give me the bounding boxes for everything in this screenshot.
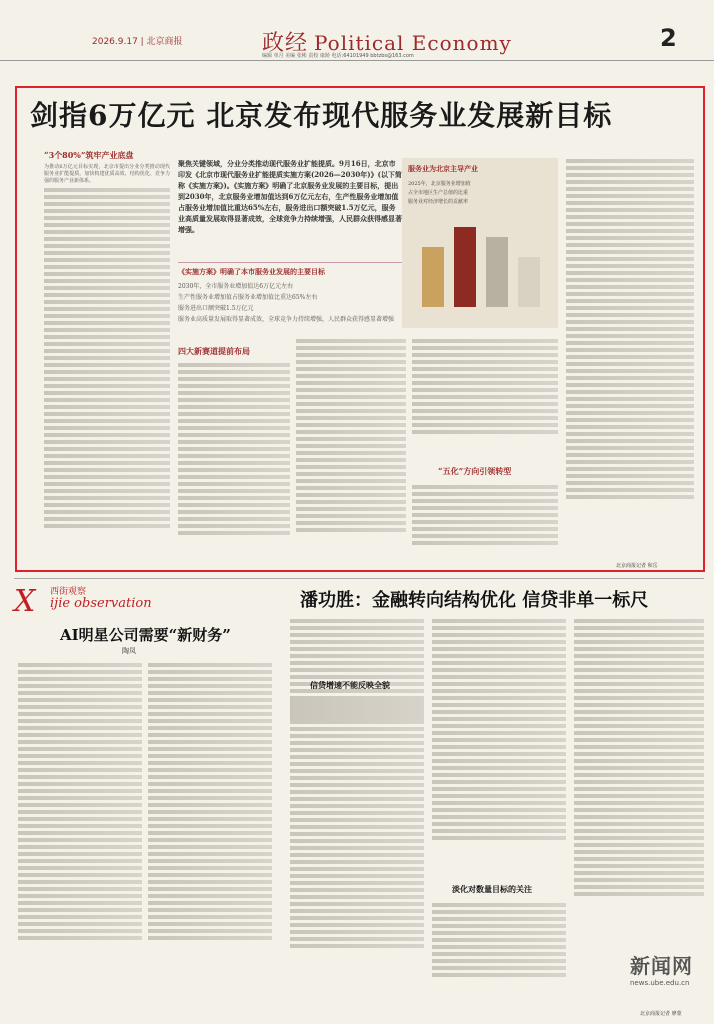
right-article-editor: 北京商报记者 廖蒙	[640, 1011, 682, 1017]
observation-x: X	[14, 584, 36, 619]
goals-infobox	[178, 262, 402, 337]
col1-heading: “3个80%”筑牢产业底盘	[44, 150, 134, 160]
observation-column-logo	[14, 584, 274, 624]
left-article-column-1	[18, 660, 142, 990]
feature-column-4b	[412, 482, 558, 562]
service-industry-chart	[402, 158, 558, 328]
feature-column-4	[412, 336, 558, 456]
right-article-column-2b	[432, 900, 566, 996]
feature-column-2	[178, 360, 290, 560]
masthead	[0, 0, 714, 61]
observation-en: ijie observation	[50, 596, 152, 611]
feature-column-3	[296, 336, 406, 560]
goals-infobox-title: 《实施方案》明确了本市服务业发展的主要目标	[178, 267, 325, 276]
right-article-column-1b	[290, 696, 424, 996]
goal-item: 服务业高质量发展取得显著成效，全球竞争力持续增强，人民群众获得感显著增强	[178, 316, 395, 323]
right-article-title: 潘功胜：金融转向结构优化 信贷非单一标尺	[300, 590, 649, 611]
divider	[14, 578, 704, 579]
site-watermark	[630, 950, 714, 1010]
chart-caption: 服务业对经济增长的贡献率	[408, 199, 469, 205]
watermark-brand: 新闻网	[630, 954, 693, 978]
left-article-column-2	[148, 660, 272, 990]
chart-title: 服务业为北京主导产业	[408, 164, 478, 173]
right-article-column-2	[432, 616, 566, 876]
chart-graphic	[402, 207, 558, 317]
feature-column-1-text: 为推动6万亿元目标实现，北京市提出分业分类推动现代服务业扩能提质，加快构建优质高效、结构优化、竞争力强的服务产业新体系。	[44, 164, 170, 184]
col2-heading: 四大新赛道提前布局	[178, 346, 250, 356]
issue-date: 2026.9.17 | 北京商报	[92, 37, 183, 47]
reporter-credit: 北京商报记者 和岳	[616, 563, 658, 569]
feature-column-1	[44, 164, 170, 564]
editor-credits: 编辑 单月 美编 张彬 责校 康龄 电话:64101949 bbtzbs@163.com	[262, 53, 414, 59]
right-article-column-3	[574, 616, 704, 946]
goal-item: 服务进出口额突破1.5万亿元	[178, 305, 254, 312]
goal-item: 2030年，全市服务业增加值达6万亿元左右	[178, 283, 294, 290]
section-title-en: Political Economy	[314, 31, 512, 55]
left-article-title: AI明星公司需要“新财务”	[60, 626, 231, 644]
feature-lede: 聚焦关键领域，分业分类推动现代服务业扩能提质。9月16日，北京市印发《北京市现代服务业扩能提质实施方案(2026—2030年)》(以下简称《实施方案》)。《实施方案》明确了北京服务业发展的主要目标，提出到2030年，北京服务业增加值达到6万亿元左右，生产性服务业增加值占服务业增加值比重达65%左右，服务进出口额突破1.5万亿元，服务业高质量发展取得显著成效，全球竞争力持续增强，人民群众获得感显著增强。	[178, 159, 402, 234]
col4-heading: “五化”方向引领转型	[438, 466, 512, 476]
chart-caption: 占全市地区生产总值的比重	[408, 190, 469, 196]
section-title-cn: 政经	[262, 31, 309, 56]
chart-caption: 2025年，北京服务业增加值	[408, 181, 471, 187]
page-number: 2	[660, 24, 677, 52]
right-article-sub-1: 信贷增速不能反映全貌	[310, 680, 390, 690]
left-article-author: 陶凤	[122, 647, 136, 655]
right-article-sub-2: 淡化对数量目标的关注	[452, 884, 532, 894]
goal-item: 生产性服务业增加值占服务业增加值比重达65%左右	[178, 294, 318, 301]
watermark-url: news.ube.edu.cn	[630, 979, 690, 987]
feature-column-5	[566, 156, 694, 566]
feature-headline: 剑指6万亿元 北京发布现代服务业发展新目标	[30, 99, 613, 132]
observation-label: 西街观察	[50, 587, 87, 597]
